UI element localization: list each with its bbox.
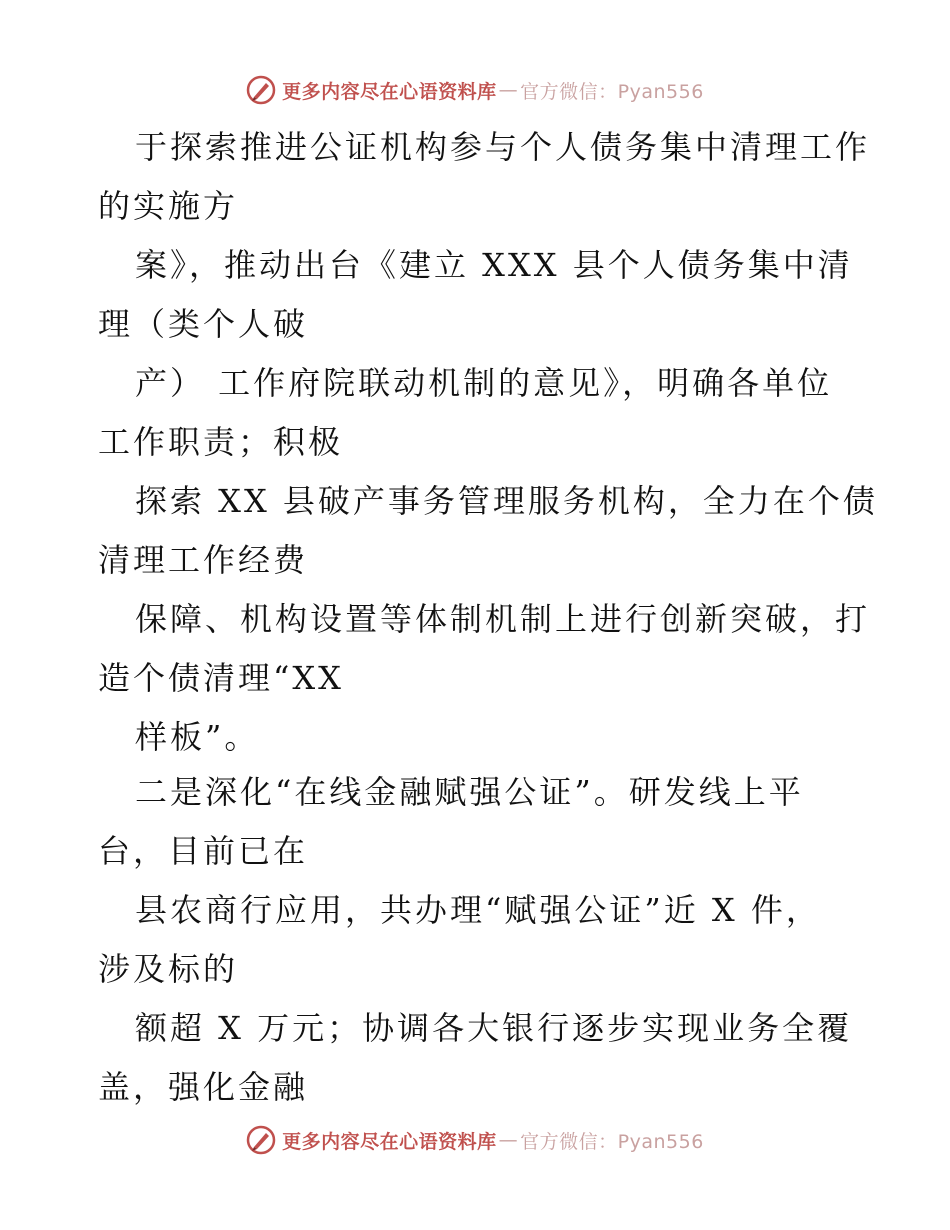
watermark-title: 更多内容尽在心语资料库 — [282, 1130, 497, 1153]
text-line: 于探索推进公证机构参与个人债务集中清理工作 — [135, 128, 871, 166]
text-line: 清理工作经费 — [98, 541, 309, 579]
text-line: 涉及标的 — [98, 950, 239, 988]
text-line: 额超 X 万元；协调各大银行逐步实现业务全覆 — [135, 1009, 853, 1047]
text-line: 台，目前已在 — [98, 832, 309, 870]
text-line: 产） 工作府院联动机制的意见》，明确各单位 — [135, 364, 833, 402]
header-watermark — [0, 70, 950, 110]
pen-quill-logo-icon — [246, 1125, 276, 1155]
text-line: 探索 XX 县破产事务管理服务机构，全力在个债 — [135, 482, 878, 520]
text-line: 造个债清理“XX — [98, 659, 344, 697]
watermark-title: 更多内容尽在心语资料库 — [282, 80, 497, 103]
watermark-contact: 官方微信：Pyan556 — [520, 1130, 704, 1153]
text-line: 案》，推动出台《建立 XXX 县个人债务集中清 — [135, 246, 853, 284]
text-line: 县农商行应用，共办理“赋强公证”近 X 件， — [135, 891, 821, 929]
text-line: 理（类个人破 — [98, 305, 309, 343]
watermark-dash: — — [498, 1129, 519, 1151]
text-line: 样板”。 — [135, 718, 260, 756]
pen-quill-logo-icon — [246, 75, 276, 105]
text-line: 保障、机构设置等体制机制上进行创新突破，打 — [135, 600, 871, 638]
watermark-dash: — — [498, 79, 519, 101]
text-line: 盖，强化金融 — [98, 1068, 309, 1106]
footer-watermark — [0, 1120, 950, 1160]
text-line: 的实施方 — [98, 187, 239, 225]
text-line: 工作职责；积极 — [98, 423, 344, 461]
watermark-contact: 官方微信：Pyan556 — [520, 80, 704, 103]
text-line: 二是深化“在线金融赋强公证”。研发线上平 — [135, 773, 804, 811]
